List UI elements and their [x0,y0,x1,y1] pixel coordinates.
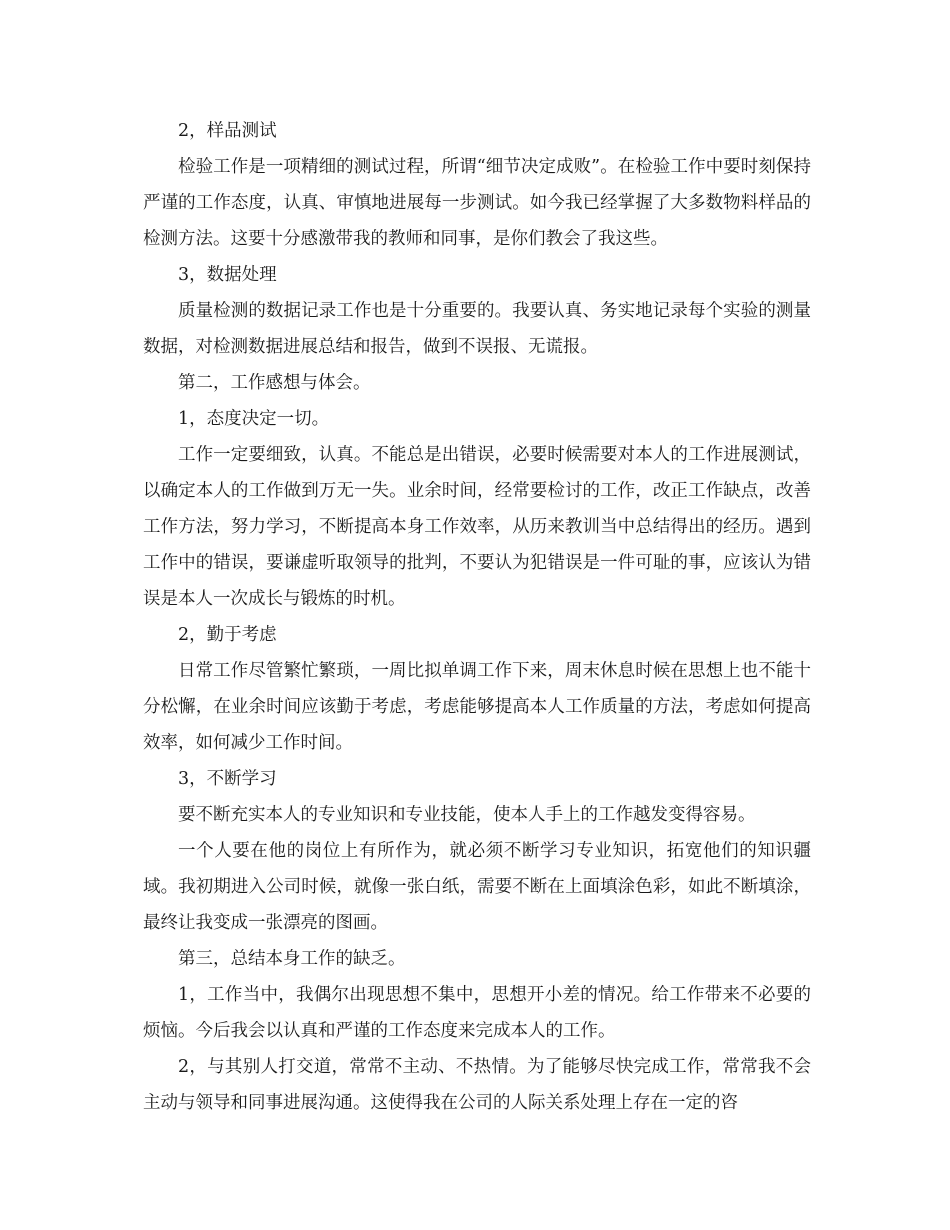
heading-sample-testing: 2，样品测试 [178,121,277,141]
document-body [143,113,811,1121]
heading-attitude: 1，态度决定一切。 [178,409,330,429]
paragraph-learning-growth: 一个人要在他的岗位上有所作为，就必须不断学习专业知识，拓宽他们的知识疆域。我初期进入公司时候，就像一张白纸，需要不断在上面填涂色彩，如此不断填涂，最终让我变成一张漂亮的图画。 [143,841,811,933]
paragraph-inspection-work: 检验工作是一项精细的测试过程，所谓“细节决定成败”。在检验工作中要时刻保持严谨的工作态度，认真、审慎地进展每一步测试。如今我已经掌握了大多数物料样品的检测方法。这要十分感激带我的教师和同事，是你们教会了我这些。 [143,157,811,249]
paragraph-diligent-thinking: 日常工作尽管繁忙繁琐，一周比拟单调工作下来，周末休息时候在思想上也不能十分松懈，在业余时间应该勤于考虑，考虑能够提高本人工作质量的方法，考虑如何提高效率，如何减少工作时间。 [143,661,811,753]
heading-diligent-thinking: 2，勤于考虑 [178,625,277,645]
paragraph-enrich-knowledge: 要不断充实本人的专业知识和专业技能，使本人手上的工作越发变得容易。 [178,805,756,825]
heading-continuous-learning: 3，不断学习 [178,769,277,789]
paragraph-attitude: 工作一定要细致，认真。不能总是出错误，必要时候需要对本人的工作进展测试，以确定本人的工作做到万无一失。业余时间，经常要检讨的工作，改正工作缺点，改善工作方法，努力学习，不断提高本身工作效率，从历来教训当中总结得出的经历。遇到工作中的错误，要谦虚听取领导的批判，不要认为犯错误是一件可耻的事，应该认为错误是本人一次成长与锻炼的时机。 [143,445,811,609]
section-heading-work-reflections: 第二，工作感想与体会。 [178,373,371,393]
heading-data-processing: 3，数据处理 [178,265,277,285]
paragraph-shortcoming-focus: 1，工作当中，我偶尔出现思想不集中，思想开小差的情况。给工作带来不必要的烦恼。今后我会以认真和严谨的工作态度来完成本人的工作。 [143,985,811,1041]
paragraph-data-recording: 质量检测的数据记录工作也是十分重要的。我要认真、务实地记录每个实验的测量数据，对检测数据进展总结和报告，做到不误报、无谎报。 [143,301,811,357]
paragraph-shortcoming-communication: 2，与其别人打交道，常常不主动、不热情。为了能够尽快完成工作，常常我不会主动与领导和同事进展沟通。这使得我在公司的人际关系处理上存在一定的咨 [143,1057,811,1113]
section-heading-shortcomings: 第三，总结本身工作的缺乏。 [178,949,406,969]
